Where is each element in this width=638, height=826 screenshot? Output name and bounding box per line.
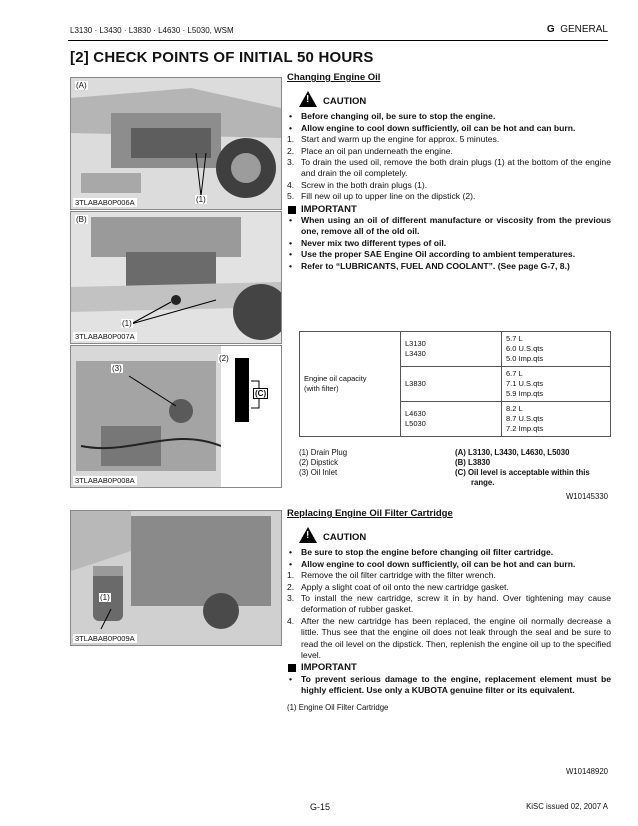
important-item: • When using an oil of different manufacture or viscosity from the previous one, remove all of the old oil. [287, 215, 611, 238]
filter-caution-block [287, 525, 611, 547]
filter-important-label: IMPORTANT [287, 662, 611, 673]
figure-c-callout-c: (C) [255, 389, 267, 398]
changing-oil-section [287, 72, 611, 272]
figure-b-callout-1: (1) [122, 319, 132, 328]
changing-oil-title: Changing Engine Oil [287, 72, 381, 83]
figure-d-code: 3TLABAB0P009A [75, 634, 135, 643]
filter-important-list [287, 674, 611, 697]
legend-item: (A) L3130, L3430, L4630, L5030 [455, 448, 570, 457]
figure-c-code: 3TLABAB0P008A [75, 476, 135, 485]
table-row-header: Engine oil capacity (with filter) [300, 332, 401, 437]
table-cell-capacity: 8.2 L 8.7 U.S.qts 7.2 Imp.qts [502, 402, 611, 437]
caution-block [287, 89, 611, 111]
section-title: [2] CHECK POINTS OF INITIAL 50 HOURS [70, 49, 374, 66]
filter-caution-list [287, 547, 611, 570]
step-item: 3. To install the new cartridge, screw it in by hand. Over tightening may cause deformation of rubber gasket. [287, 593, 611, 615]
caution-item: • Allow engine to cool down sufficiently, oil can be hot and can burn. [287, 559, 611, 570]
caution-item: • Before changing oil, be sure to stop the engine. [287, 111, 611, 122]
important-item: • Never mix two different types of oil. [287, 238, 611, 249]
figure-a-callout-1: (1) [196, 195, 206, 204]
warning-triangle-icon: ! [299, 91, 317, 107]
figure-c-callout-2: (2) [219, 354, 229, 363]
step-item: 2. Place an oil pan underneath the engine. [287, 145, 453, 156]
figure-a [70, 77, 282, 210]
legend-item: (B) L3830 [455, 458, 491, 467]
filter-caution-label: CAUTION [323, 532, 367, 544]
changing-oil-code: W10145330 [565, 492, 608, 501]
figure-c-drawing [71, 346, 281, 487]
legend-right [455, 448, 611, 488]
filter-section [287, 508, 611, 713]
figure-a-drawing [71, 78, 281, 209]
caution-item: • Allow engine to cool down sufficiently, oil can be hot and can burn. [287, 123, 611, 134]
issue-info: KiSC issued 02, 2007 A [526, 802, 608, 811]
figure-d-drawing [71, 511, 281, 645]
figure-c [70, 345, 282, 488]
filter-steps-list [287, 570, 611, 661]
figure-a-tag: (A) [76, 81, 87, 90]
filter-title: Replacing Engine Oil Filter Cartridge [287, 508, 453, 519]
legend-left [299, 448, 449, 478]
header-chapter [547, 24, 608, 35]
filter-legend: (1) Engine Oil Filter Cartridge [287, 702, 389, 712]
figure-b-tag: (B) [76, 215, 87, 224]
table-cell-capacity: 5.7 L 6.0 U.S.qts 5.0 Imp.qts [502, 332, 611, 367]
table-cell-model: L4630 L5030 [401, 402, 502, 437]
table-cell-model: L3830 [401, 367, 502, 402]
caution-list [287, 111, 611, 134]
page-number: G-15 [310, 802, 331, 812]
step-item: 1. Remove the oil filter cartridge with the filter wrench. [287, 570, 496, 581]
important-item: • Refer to “LUBRICANTS, FUEL AND COOLANT”. (See page G-7, 8.) [287, 261, 611, 272]
step-item: 5. Fill new oil up to upper line on the dipstick (2). [287, 191, 476, 202]
step-item: 2. Apply a slight coat of oil onto the new cartridge gasket. [287, 581, 509, 592]
header-rule [68, 40, 608, 41]
important-label: IMPORTANT [287, 204, 611, 215]
chapter-letter: G [546, 24, 555, 35]
important-list [287, 215, 611, 272]
oil-capacity-table [299, 331, 611, 437]
filter-code: W10148920 [565, 767, 608, 776]
step-item: 4. Screw in the both drain plugs (1). [287, 179, 428, 190]
figure-b [70, 211, 282, 344]
chapter-name: GENERAL [560, 24, 608, 35]
caution-item: • Be sure to stop the engine before changing oil filter cartridge. [287, 547, 611, 558]
important-item: • Use the proper SAE Engine Oil according to ambient temperatures. [287, 249, 611, 260]
step-item: 3. To drain the used oil, remove the both drain plugs (1) at the bottom of the engine and drain the oil completely. [287, 157, 611, 179]
figure-b-code: 3TLABAB0P007A [75, 332, 135, 341]
table-cell-model: L3130 L3430 [401, 332, 502, 367]
header-models: L3130 · L3430 · L3830 · L4630 · L5030, WSM [70, 26, 234, 35]
figure-c-callout-3: (3) [112, 364, 122, 373]
figure-a-code: 3TLABAB0P006A [75, 198, 135, 207]
important-item: • To prevent serious damage to the engine, replacement element must be highly efficient. Use only a KUBOTA genuine filter or its equivalent. [287, 674, 611, 697]
figure-d-callout-1: (1) [100, 593, 110, 602]
legend-item: (2) Dipstick [299, 458, 338, 467]
steps-list [287, 134, 611, 202]
caution-label: CAUTION [323, 96, 367, 108]
step-item: 4. After the new cartridge has been replaced, the engine oil normally decrease a little. Thus see that the engine oil does not leak through the seal and be sure to read the oil level on the dipstick. Then, replenish the engine oil up to the specified level. [287, 615, 611, 661]
legend-item: (1) Drain Plug [299, 448, 348, 457]
table-cell-capacity: 6.7 L 7.1 U.S.qts 5.9 Imp.qts [502, 367, 611, 402]
legend-item: (C) Oil level is acceptable within this range. [455, 468, 590, 487]
figure-b-drawing [71, 212, 281, 343]
warning-triangle-icon: ! [299, 527, 317, 543]
figure-d [70, 510, 282, 646]
step-item: 1. Start and warm up the engine for approx. 5 minutes. [287, 134, 500, 145]
legend-item: (3) Oil Inlet [299, 468, 338, 477]
